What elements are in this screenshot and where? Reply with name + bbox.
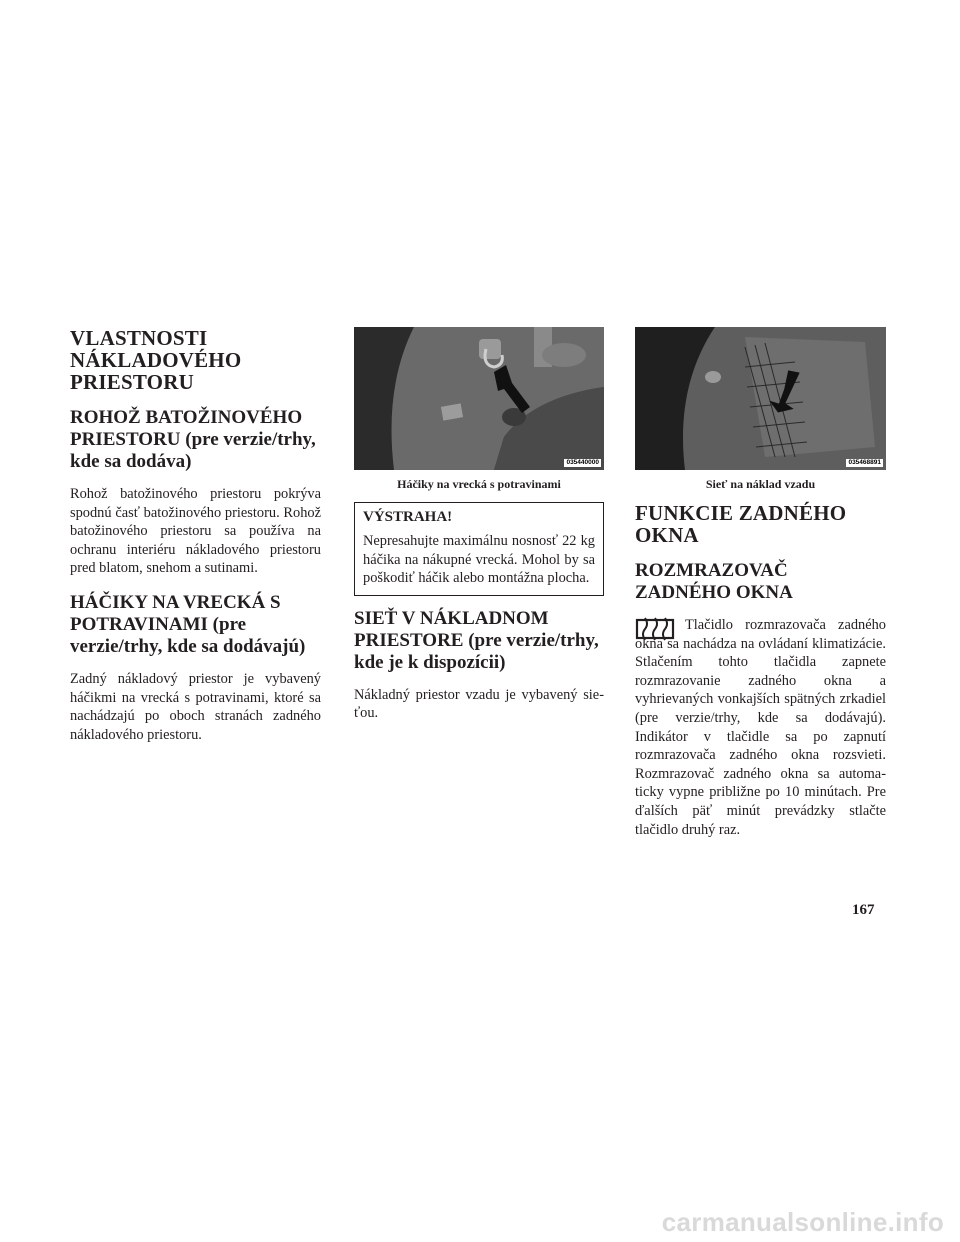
warning-title: VÝSTRAHA! — [363, 509, 453, 525]
heading-grocery-hooks: HÁČIKY NA VRECKÁ S POTRAVINAMI (pre verzie/trhy, kde sa dodávajú) — [70, 591, 306, 657]
cargo-net-photo-illustration — [635, 327, 886, 470]
watermark: carmanualsonline.info — [661, 1207, 944, 1237]
warning-box — [354, 502, 604, 596]
column-left — [70, 327, 321, 758]
heading-cargo-net: SIEŤ V NÁKLADNOM PRIESTORE (pre verzie/trhy, kde je k dispozícii) — [354, 607, 599, 673]
figure-caption: Háčiky na vrecká s potravinami — [397, 477, 561, 491]
figure-grocery-hooks — [354, 327, 604, 470]
figure-caption: Sieť na náklad vzadu — [705, 477, 816, 491]
warning-text: Nepresahujte maximálnu nosnosť 22 kg háčika na nákupné vrecká. Mohol by sa poškodiť háčik alebo montážna plocha. — [363, 533, 595, 587]
rear-defrost-icon — [635, 616, 675, 644]
column-middle — [354, 327, 604, 737]
defroster-paragraph-wrap — [635, 616, 886, 839]
heading-rear-defroster: ROZMRAZOVAČ ZADNÉHO OKNA — [635, 560, 793, 603]
paragraph-rear-defroster: Tlačidlo rozmrazovača zadného okna sa nachádza na ovládaní klimatizácie. Stlačením tohto tlačidla zapnete rozmrazovanie zadného okna a vyhrievaných vonkajších spätných zrkadiel (pre verzie/trhy, kde sa dodávajú). Indikátor v tlačidle sa po zapnutí rozmrazovača zadného okna rozsvieti. Rozmrazovač zadného okna sa automaticky vypne približne po 10 minútach. Pre ďalších päť minút prevádzky stlačte tlačidlo druhý raz. — [635, 617, 886, 838]
figure-code: 035440000 — [566, 459, 599, 466]
section-title-cargo-features: VLASTNOSTI NÁKLADOVÉHO PRIESTORU — [70, 326, 242, 394]
section-title-rear-window: FUNKCIE ZADNÉHO OKNA — [635, 501, 847, 547]
paragraph-cargo-mat: Rohož batožinového priestoru pokrýva spodnú časť batožinového priestoru. Rohož batožinového priestoru sa používa na ochranu interiéru nákladového priestoru pred blatom, snehom a sutinami. — [70, 486, 321, 577]
figure-code: 035468891 — [848, 459, 881, 466]
page-number: 167 — [852, 902, 875, 918]
figure-cargo-net — [635, 327, 886, 470]
column-right — [635, 327, 886, 853]
grocery-hook-photo-illustration — [354, 327, 604, 470]
heading-cargo-mat: ROHOŽ BATOŽINOVÉHO PRIESTORU (pre verzie/trhy, kde sa dodáva) — [70, 407, 316, 472]
paragraph-cargo-net: Nákladný priestor vzadu je vybavený sieťou. — [354, 686, 604, 722]
paragraph-grocery-hooks: Zadný nákladový priestor je vybavený háčikmi na vrecká s potravinami, ktoré sa nachádzajú po oboch stranách zadného nákladového priestoru. — [70, 670, 321, 743]
